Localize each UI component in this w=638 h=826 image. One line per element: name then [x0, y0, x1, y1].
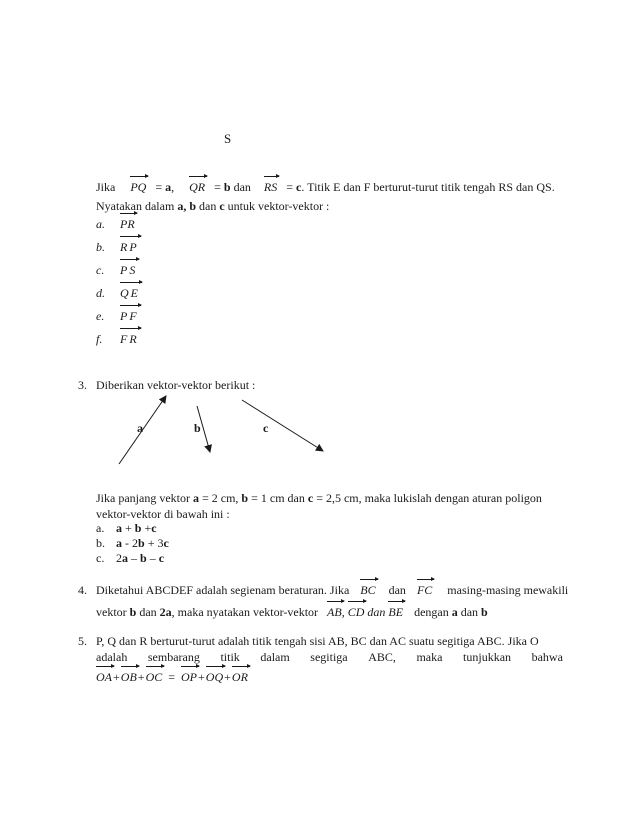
q3-expr-a: a + b +c: [116, 521, 157, 535]
q2-jika: Jika: [96, 180, 116, 194]
vector-rp: RP: [120, 240, 139, 254]
q4-dan: dan: [388, 583, 406, 597]
vector-fc: FC: [416, 583, 433, 597]
q4-line2-a: vektor b dan 2a, maka nyatakan vektor-vektor: [96, 605, 319, 619]
vector-or: OR: [231, 670, 248, 684]
q5-line1: P, Q dan R berturut-turut adalah titik tengah sisi AB, BC dan AC suatu segitiga ABC. Jika O: [96, 634, 539, 648]
q2-item-c: [96, 263, 137, 278]
vector-b-label: b: [194, 421, 201, 435]
vector-fr: FR: [120, 332, 139, 346]
q3-item-b: [96, 536, 169, 551]
q3-item-a: [96, 521, 157, 536]
q2-item-e: [96, 309, 139, 324]
q5-equation: [96, 670, 248, 685]
q4-line1-a: Diketahui ABCDEF adalah segienam beraturan. Jika: [96, 583, 350, 597]
q3-expr-b: a - 2b + 3c: [116, 536, 169, 550]
vector-pf: PF: [120, 309, 139, 323]
vector-bc: BC: [360, 583, 376, 597]
q4-number: 4.: [78, 583, 87, 597]
q2-eq-a: = a,: [155, 180, 175, 194]
vector-ab: AB: [327, 605, 342, 619]
q5-w: maka: [416, 650, 443, 664]
q2-item-label: f.: [96, 332, 103, 346]
plus: +: [137, 670, 145, 684]
vector-pq: PQ: [130, 180, 147, 194]
q2-eq-c: = c. Titik E dan F berturut-turut titik tengah RS dan QS.: [286, 180, 555, 194]
q2-line2: Nyatakan dalam a, b dan c untuk vektor-vektor :: [96, 199, 330, 213]
q5-w: sembarang: [147, 650, 200, 664]
vector-ps: PS: [120, 263, 138, 277]
q2-item-a: [96, 217, 135, 232]
q2-eq-b: = b dan: [214, 180, 251, 194]
q3-text-line2: vektor-vektor di bawah ini :: [96, 507, 230, 521]
q4-line1: [96, 583, 568, 598]
q4-line1-b: masing-masing mewakili: [447, 583, 569, 597]
q3-item-c: [96, 551, 164, 566]
vector-a-label: a: [137, 421, 143, 435]
q3-number: 3.: [78, 378, 87, 392]
q5-w: titik: [220, 650, 240, 664]
equals: =: [168, 670, 176, 684]
q4-line2-b: dengan a dan b: [414, 605, 488, 619]
q2-item-b: [96, 240, 139, 255]
plus: +: [198, 670, 205, 684]
q3-text-line1: Jika panjang vektor a = 2 cm, b = 1 cm dan c = 2,5 cm, maka lukislah dengan aturan poligon: [96, 491, 542, 505]
vector-oq: OQ: [205, 670, 224, 684]
q2-item-d: [96, 286, 140, 301]
vector-c-arrow: [242, 400, 323, 451]
vector-qr: QR: [189, 180, 206, 194]
q5-w: ABC,: [368, 650, 396, 664]
q3-item-label: b.: [96, 536, 105, 550]
q3-expr-c: 2a – b – c: [116, 551, 165, 565]
plus: +: [113, 670, 120, 684]
comma: ,: [341, 605, 345, 619]
q3-item-label: c.: [96, 551, 105, 565]
q5-w: tunjukkan: [463, 650, 512, 664]
q5-w: segitiga: [310, 650, 348, 664]
vector-cd: CD: [347, 605, 365, 619]
q3-item-label: a.: [96, 521, 105, 535]
q5-number: 5.: [78, 634, 87, 648]
q5-w: bahwa: [531, 650, 563, 664]
vector-ob: OB: [120, 670, 137, 684]
q2-line1: [96, 180, 563, 195]
header-letter: S: [224, 131, 232, 146]
vector-qe: QE: [120, 286, 140, 300]
vector-oc: OC: [145, 670, 163, 684]
vector-rs: RS: [263, 180, 278, 194]
q3-title: Diberikan vektor-vektor berikut :: [96, 378, 256, 392]
q4-dan-italic: dan: [367, 605, 386, 619]
q2-item-label: d.: [96, 286, 105, 300]
q2-item-label: c.: [96, 263, 105, 277]
q5-w: dalam: [260, 650, 290, 664]
q2-item-label: e.: [96, 309, 105, 323]
q4-line2: [96, 605, 488, 620]
vector-op: OP: [181, 670, 198, 684]
vector-pr: PR: [120, 217, 135, 231]
plus: +: [224, 670, 231, 684]
q2-item-label: b.: [96, 240, 105, 254]
q2-item-label: a.: [96, 217, 105, 231]
q2-item-f: [96, 332, 139, 347]
vector-c-label: c: [263, 421, 269, 435]
q5-w: adalah: [96, 650, 128, 664]
vector-be: BE: [388, 605, 404, 619]
q5-line2: [96, 650, 563, 665]
vector-oa: OA: [96, 670, 112, 684]
